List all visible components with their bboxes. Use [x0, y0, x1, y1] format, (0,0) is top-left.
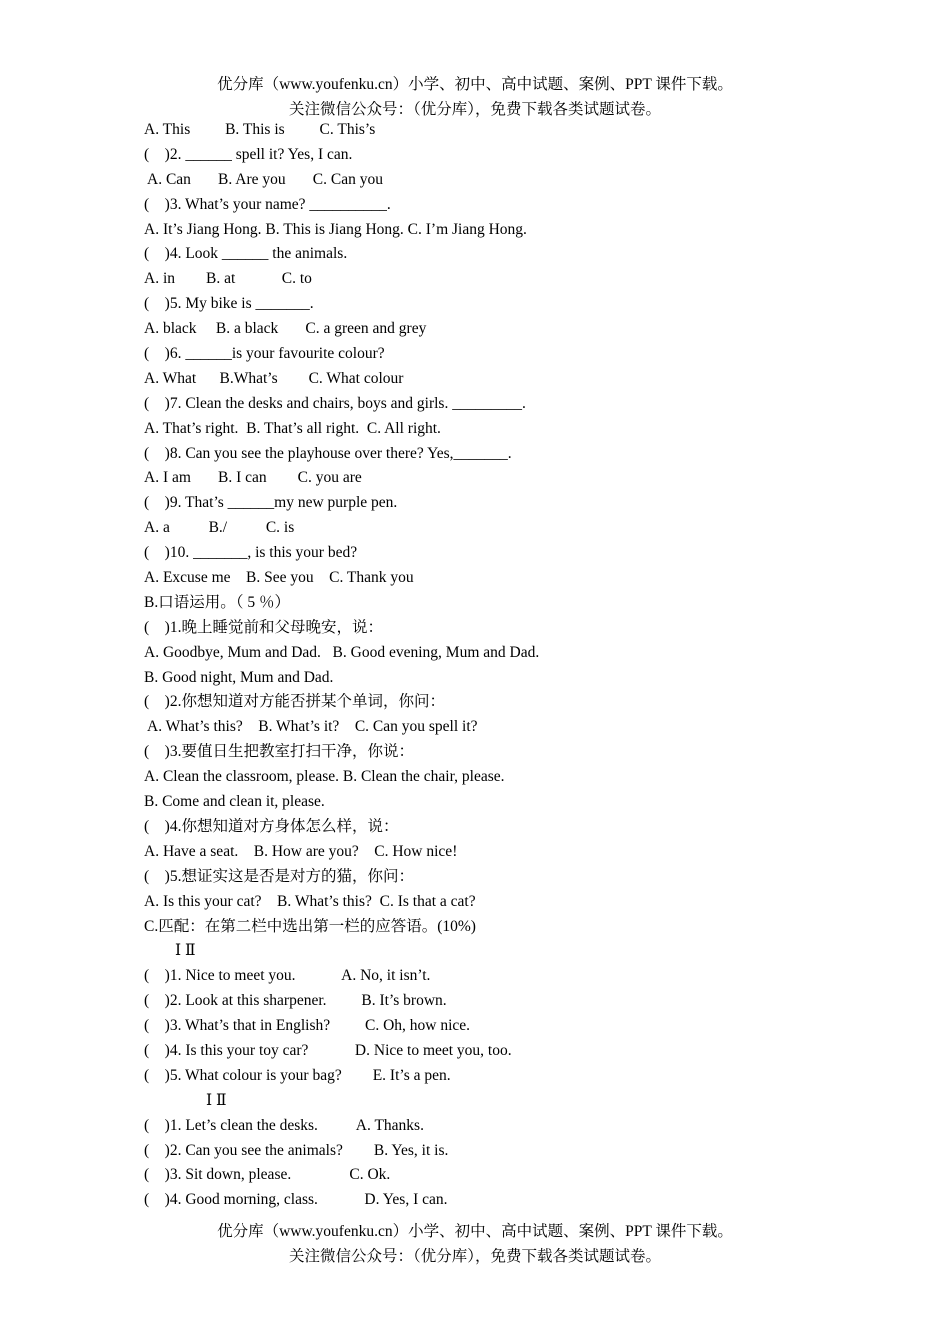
worksheet-line: A. That’s right. B. That’s all right. C. All right. [144, 419, 441, 437]
worksheet-line: ( )2. Look at this sharpener. B. It’s brown. [144, 992, 447, 1010]
worksheet-line: ( )5. What colour is your bag? E. It’s a pen. [144, 1066, 451, 1084]
header-line-1: 优分库（www.youfenku.cn）小学、初中、高中试题、案例、PPT 课件下载。 [217, 76, 733, 93]
worksheet-line: ( )5. My bike is _______. [144, 295, 314, 313]
worksheet-line: ( )3. Sit down, please. C. Ok. [144, 1166, 391, 1184]
worksheet-line: ( )8. Can you see the playhouse over there? Yes,_______. [144, 444, 512, 462]
worksheet-line: ( )4. Look ______ the animals. [144, 245, 348, 263]
worksheet-line: C.匹配：在第二栏中选出第一栏的应答语。(10%) [144, 917, 476, 935]
worksheet-line: ( )2. Can you see the animals? B. Yes, it is. [144, 1141, 449, 1159]
worksheet-line: ( )10. _______, is this your bed? [144, 544, 358, 562]
worksheet-line: B. Come and clean it, please. [144, 793, 325, 811]
worksheet-line: A. What B.What’s C. What colour [144, 369, 404, 387]
worksheet-line: ( )3.要值日生把教室打扫干净，你说： [144, 743, 414, 761]
worksheet-line: ( )4. Is this your toy car? D. Nice to meet you, too. [144, 1041, 512, 1059]
worksheet-line: A. It’s Jiang Hong. B. This is Jiang Hong. C. I’m Jiang Hong. [144, 220, 527, 238]
worksheet-line: A. Goodbye, Mum and Dad. B. Good evening, Mum and Dad. [144, 643, 540, 661]
worksheet-line: A. This B. This is C. This’s [144, 121, 376, 138]
worksheet-line: A. black B. a black C. a green and grey [144, 320, 427, 338]
worksheet-line: ( )1. Let’s clean the desks. A. Thanks. [144, 1116, 424, 1134]
worksheet-line: Ⅰ Ⅱ [144, 1091, 227, 1109]
worksheet-line: B.口语运用。（ 5 ％） [144, 593, 290, 611]
worksheet-line: A. in B. at C. to [144, 270, 312, 288]
header-line-2: 关注微信公众号：（优分库），免费下载各类试题试卷。 [288, 101, 661, 118]
worksheet-line: A. I am B. I can C. you are [144, 469, 362, 487]
worksheet-line: ( )3. What’s your name? __________. [144, 195, 391, 213]
worksheet-line: A. Clean the classroom, please. B. Clean the chair, please. [144, 768, 505, 786]
worksheet-line: B. Good night, Mum and Dad. [144, 668, 334, 686]
worksheet-line: ( )4.你想知道对方身体怎么样，说： [144, 817, 399, 835]
worksheet-line: ( )2. ______ spell it? Yes, I can. [144, 145, 353, 163]
worksheet-line: ( )5.想证实这是否是对方的猫，你问： [144, 867, 414, 885]
worksheet-line: A. Excuse me B. See you C. Thank you [144, 569, 414, 587]
footer-line-2: 关注微信公众号：（优分库），免费下载各类试题试卷。 [288, 1248, 661, 1265]
worksheet-line: A. Can B. Are you C. Can you [144, 170, 383, 188]
worksheet-line: A. a B./ C. is [144, 519, 295, 537]
worksheet-line: ( )1.晚上睡觉前和父母晚安，说： [144, 618, 383, 636]
worksheet-line: ( )9. That’s ______my new purple pen. [144, 494, 398, 512]
worksheet-line: ( )4. Good morning, class. D. Yes, I can. [144, 1191, 448, 1209]
worksheet-line: ( )7. Clean the desks and chairs, boys and girls. _________. [144, 394, 526, 412]
worksheet-body [144, 118, 864, 1213]
worksheet-line: A. What’s this? B. What’s it? C. Can you spell it? [144, 718, 478, 736]
worksheet-line: ( )1. Nice to meet you. A. No, it isn’t. [144, 967, 431, 985]
worksheet-line: ( )2.你想知道对方能否拼某个单词，你问： [144, 693, 445, 711]
worksheet-line: A. Have a seat. B. How are you? C. How nice! [144, 842, 458, 860]
footer-line-1: 优分库（www.youfenku.cn）小学、初中、高中试题、案例、PPT 课件下载。 [217, 1223, 733, 1240]
worksheet-line: A. Is this your cat? B. What’s this? C. Is that a cat? [144, 892, 476, 910]
worksheet-line: Ⅰ Ⅱ [144, 942, 196, 960]
worksheet-line: ( )3. What’s that in English? C. Oh, how nice. [144, 1017, 471, 1035]
worksheet-line: ( )6. ______is your favourite colour? [144, 345, 385, 363]
